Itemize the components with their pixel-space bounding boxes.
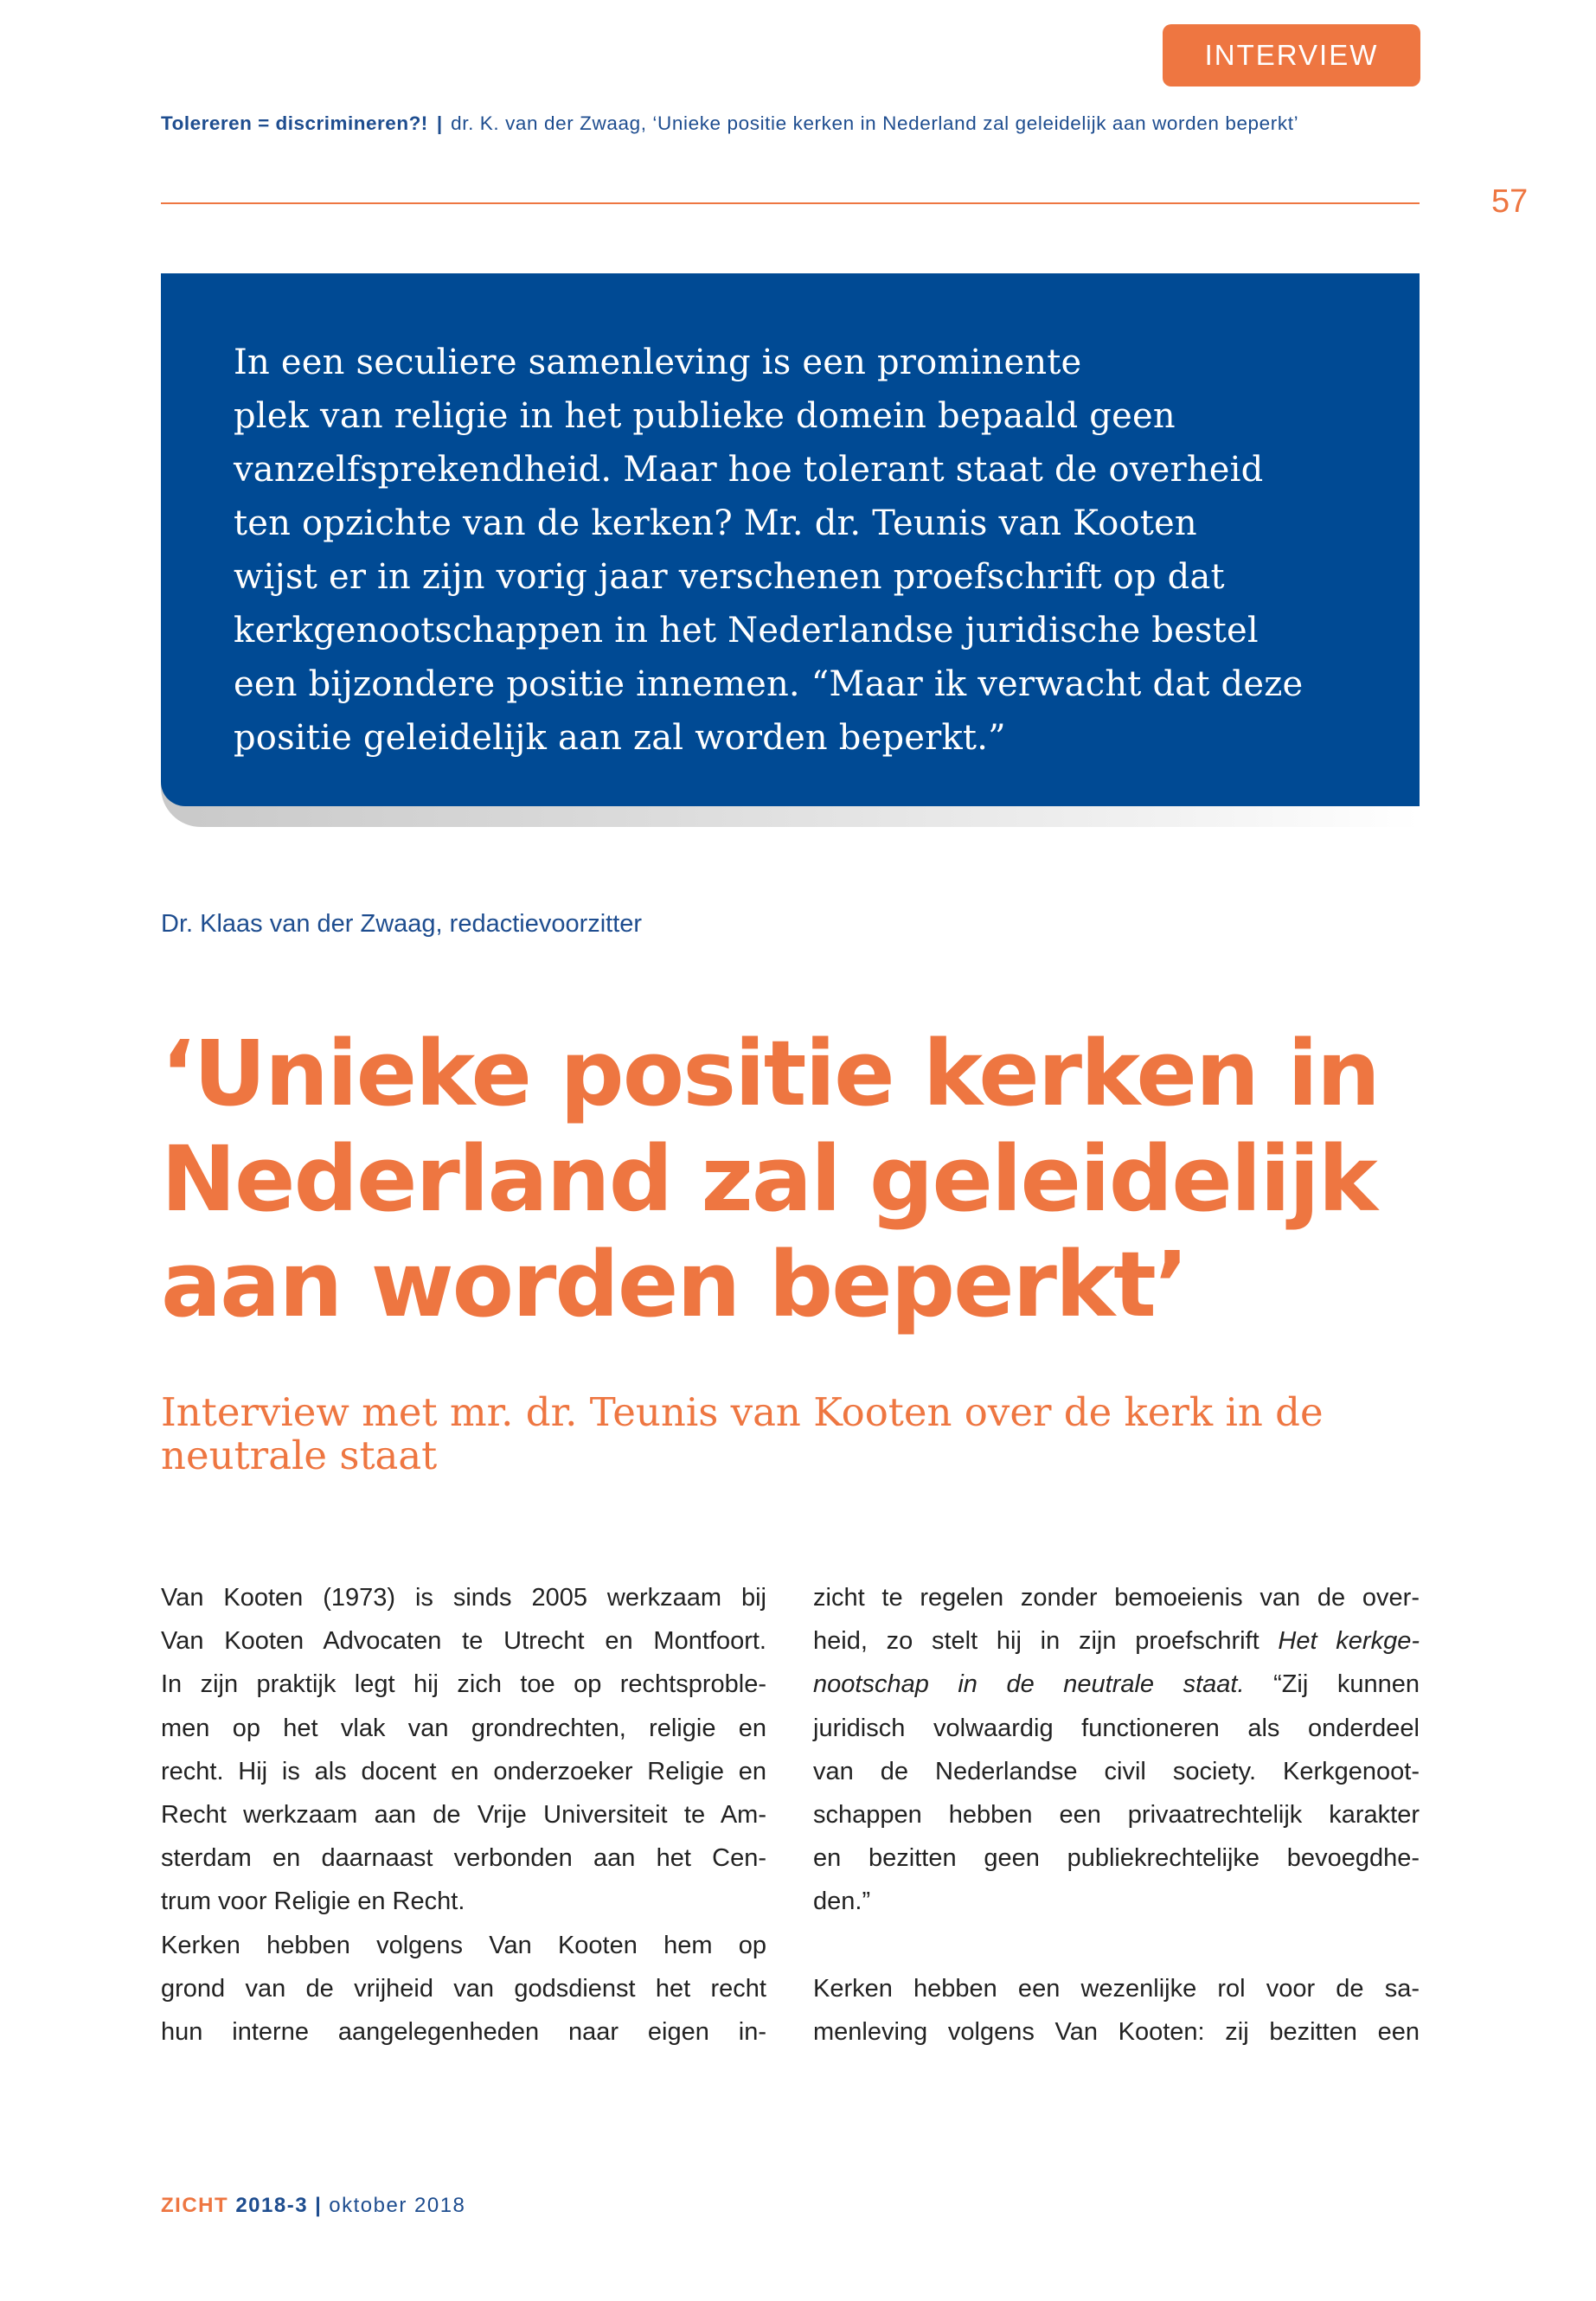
body-line <box>813 1663 1420 1706</box>
section-tab: INTERVIEW <box>1163 24 1420 87</box>
body-line: Van Kooten Advocaten te Utrecht en Montfoort. <box>161 1627 766 1656</box>
book-title: nootschap in de neutrale staat. <box>813 1670 1245 1699</box>
intro-box <box>161 273 1420 806</box>
body-line: recht. Hij is als docent en onderzoeker Religie en <box>161 1757 766 1785</box>
running-head-article: dr. K. van der Zwaag, ‘Unieke positie kerken in Nederland zal geleidelijk aan worden beperkt’ <box>451 112 1299 134</box>
paragraph-gap <box>813 1924 1420 1967</box>
body-line: Kerken hebben volgens Van Kooten hem op <box>161 1931 766 1959</box>
footer-separator: | <box>315 2194 323 2217</box>
body-line: menleving volgens Van Kooten: zij bezitten een <box>813 2017 1420 2046</box>
body-line: Van Kooten (1973) is sinds 2005 werkzaam bij <box>161 1584 766 1612</box>
article-subheadline <box>161 1391 1433 1477</box>
intro-line: een bijzondere positie innemen. “Maar ik verwacht dat deze <box>234 664 1304 704</box>
body-line: grond van de vrijheid van godsdienst het recht <box>161 1974 766 2003</box>
body-text: “Zij kunnen <box>1244 1670 1420 1699</box>
intro-line: vanzelfsprekendheid. Maar hoe tolerant staat de overheid <box>234 450 1264 490</box>
body-line: sterdam en daarnaast verbonden aan het Cen- <box>161 1844 766 1873</box>
intro-text <box>234 336 1358 765</box>
magazine-name: ZICHT <box>161 2194 229 2217</box>
intro-line: kerkgenootschappen in het Nederlandse juridische bestel <box>234 611 1259 651</box>
body-line: In zijn praktijk legt hij zich toe op rechtsproble- <box>161 1670 766 1699</box>
series-title: Tolereren = discrimineren?! <box>161 112 428 134</box>
body-line <box>813 1619 1420 1663</box>
body-text: heid, zo stelt hij in zijn proefschrift <box>813 1627 1279 1656</box>
body-line: den.” <box>813 1888 871 1916</box>
intro-line: positie geleidelijk aan zal worden beperkt.” <box>234 718 1006 758</box>
body-line: trum voor Religie en Recht. <box>161 1888 465 1916</box>
subheadline-line: Interview met mr. dr. Teunis van Kooten over de kerk in de <box>161 1389 1324 1435</box>
body-line: zicht te regelen zonder bemoeienis van de over- <box>813 1584 1420 1612</box>
body-column-right <box>813 1576 1420 2054</box>
body-line: juridisch volwaardig functioneren als onderdeel <box>813 1714 1420 1742</box>
body-line: men op het vlak van grondrechten, religie en <box>161 1714 766 1742</box>
issue-number: 2018-3 <box>235 2194 309 2217</box>
intro-line: wijst er in zijn vorig jaar verschenen proefschrift op dat <box>234 557 1225 597</box>
body-line: van de Nederlandse civil society. Kerkgenoot- <box>813 1757 1420 1785</box>
body-line: Kerken hebben een wezenlijke rol voor de sa- <box>813 1974 1420 2003</box>
intro-line: ten opzichte van de kerken? Mr. dr. Teunis van Kooten <box>234 503 1197 543</box>
book-title: Het kerkge- <box>1278 1627 1420 1656</box>
intro-line: plek van religie in het publieke domein bepaald geen <box>234 396 1176 436</box>
running-head-separator: | <box>436 112 443 134</box>
page-footer <box>161 2194 465 2218</box>
body-line: hun interne aangelegenheden naar eigen in- <box>161 2017 766 2046</box>
body-line: Recht werkzaam aan de Vrije Universiteit te Am- <box>161 1800 766 1829</box>
headline-line: ‘Unieke positie kerken in <box>161 1021 1379 1126</box>
header-rule <box>161 202 1420 204</box>
headline-line: aan worden beperkt’ <box>161 1232 1188 1337</box>
body-column-left <box>161 1576 766 2054</box>
headline-line: Nederland zal geleidelijk <box>161 1126 1376 1232</box>
subheadline-line: neutrale staat <box>161 1433 438 1478</box>
body-line: schappen hebben een privaatrechtelijk karakter <box>813 1800 1420 1829</box>
page-number: 57 <box>1491 183 1529 220</box>
article-headline <box>161 1021 1424 1337</box>
issue-date: oktober 2018 <box>329 2194 466 2217</box>
running-head <box>161 112 1424 135</box>
byline: Dr. Klaas van der Zwaag, redactievoorzitter <box>161 910 643 938</box>
body-line: en bezitten geen publiekrechtelijke bevoegdhe- <box>813 1844 1420 1873</box>
intro-line: In een seculiere samenleving is een prominente <box>234 343 1082 382</box>
